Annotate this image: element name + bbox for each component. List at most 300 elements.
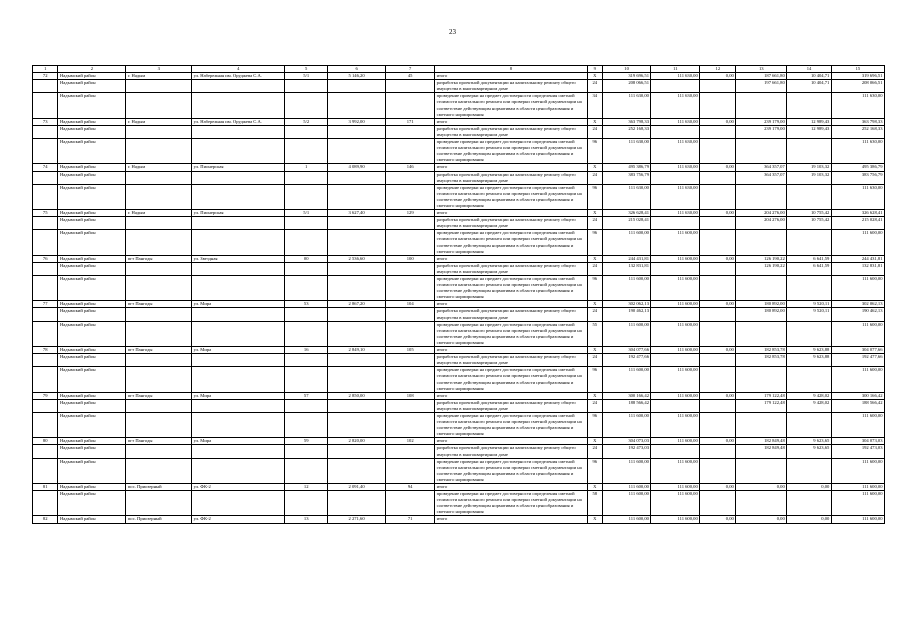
blank-cell bbox=[126, 262, 192, 275]
street-cell: ул. Набережная им. Оруджева С.А. bbox=[192, 73, 285, 80]
blank-cell bbox=[192, 125, 285, 138]
blank-cell bbox=[33, 445, 58, 458]
blank-cell bbox=[327, 321, 385, 346]
blank-cell bbox=[192, 399, 285, 412]
blank-cell bbox=[285, 354, 327, 367]
blank-cell bbox=[386, 321, 435, 346]
value-cell: 302 062,13 bbox=[602, 301, 651, 308]
blank-cell bbox=[33, 399, 58, 412]
value-cell bbox=[700, 458, 736, 483]
table-row bbox=[33, 73, 885, 80]
value-cell: 9 520,11 bbox=[787, 308, 832, 321]
house-cell: 5/1 bbox=[285, 73, 327, 80]
district-cell: Надымский район bbox=[58, 276, 126, 301]
value-cell: 192 473,03 bbox=[831, 445, 884, 458]
district-cell: Надымский район bbox=[58, 347, 126, 354]
value-cell: 111 600,00 bbox=[651, 301, 700, 308]
value-cell: 495 386,79 bbox=[602, 164, 651, 171]
work-description: проведение проверки на предмет достоверности определения сметной стоимости капитального ремонта или проверки сметной документации на соответствие действующим нормативам в области ценообразования и сметного нормирования bbox=[435, 321, 588, 346]
value-cell: 0,00 bbox=[700, 484, 736, 491]
value-cell: 111 630,00 bbox=[651, 184, 700, 209]
value-cell: 208 066,51 bbox=[831, 80, 884, 93]
work-description: проведение проверки на предмет достоверности определения сметной стоимости капитального ремонта или проверки сметной документации на соответствие действующим нормативам в области ценообразования и сметного нормирования bbox=[435, 276, 588, 301]
district-cell: Надымский район bbox=[58, 399, 126, 412]
city-cell: пос. Приозерный bbox=[126, 484, 192, 491]
column-number-cell: 11 bbox=[651, 66, 700, 73]
blank-cell bbox=[327, 491, 385, 516]
row-number: 81 bbox=[33, 484, 58, 491]
table-row bbox=[33, 210, 885, 217]
blank-cell bbox=[285, 321, 327, 346]
value-cell bbox=[700, 445, 736, 458]
area-cell: 2 820,00 bbox=[327, 438, 385, 445]
itogo-label: итого bbox=[435, 73, 588, 80]
value-cell: 304 073,03 bbox=[831, 438, 884, 445]
blank-cell bbox=[386, 139, 435, 164]
city-cell: пгт Пангоды bbox=[126, 438, 192, 445]
table-row bbox=[33, 321, 885, 346]
code-cell: 24 bbox=[587, 217, 602, 230]
value-cell: 215 028,41 bbox=[831, 217, 884, 230]
value-cell bbox=[736, 321, 787, 346]
value-cell: 252 168,33 bbox=[602, 125, 651, 138]
blank-cell bbox=[126, 125, 192, 138]
blank-cell bbox=[386, 93, 435, 118]
value-cell bbox=[700, 354, 736, 367]
value-cell: 10 404,71 bbox=[787, 73, 832, 80]
blank-cell bbox=[126, 491, 192, 516]
district-cell: Надымский район bbox=[58, 445, 126, 458]
blank-cell bbox=[33, 184, 58, 209]
value-cell: 182 853,78 bbox=[736, 347, 787, 354]
value-cell bbox=[651, 80, 700, 93]
street-cell: ул. ФК-2 bbox=[192, 484, 285, 491]
value-cell: 12 989,43 bbox=[787, 118, 832, 125]
value-cell bbox=[700, 171, 736, 184]
column-number-cell: 1 bbox=[33, 66, 58, 73]
house-cell: 5/1 bbox=[285, 210, 327, 217]
value-cell: 111 600,00 bbox=[831, 412, 884, 437]
value-cell: 0,00 bbox=[736, 484, 787, 491]
value-cell: 111 600,00 bbox=[831, 367, 884, 392]
blank-cell bbox=[327, 412, 385, 437]
value-cell: 9 623,88 bbox=[787, 347, 832, 354]
value-cell: 19 103,32 bbox=[787, 164, 832, 171]
itogo-label: итого bbox=[435, 301, 588, 308]
people-cell: 45 bbox=[386, 73, 435, 80]
table-row bbox=[33, 139, 885, 164]
blank-cell bbox=[126, 321, 192, 346]
value-cell: 383 756,79 bbox=[831, 171, 884, 184]
value-cell: 180 892,00 bbox=[736, 301, 787, 308]
work-description: разработка проектной документации на капитальному ремонту общего имущества в многоквартирном доме bbox=[435, 262, 588, 275]
work-description: разработка проектной документации на капитальному ремонту общего имущества в многоквартирном доме bbox=[435, 217, 588, 230]
value-cell: 111 630,00 bbox=[602, 139, 651, 164]
work-description: проведение проверки на предмет достоверности определения сметной стоимости капитального ремонта или проверки сметной документации на соответствие действующим нормативам в области ценообразования и сметного нормирования bbox=[435, 139, 588, 164]
district-cell: Надымский район bbox=[58, 125, 126, 138]
value-cell: 9 623,65 bbox=[787, 438, 832, 445]
value-cell: 182 853,78 bbox=[736, 354, 787, 367]
table-row bbox=[33, 80, 885, 93]
blank-cell bbox=[386, 184, 435, 209]
value-cell: 215 028,41 bbox=[602, 217, 651, 230]
column-number-cell: 4 bbox=[192, 66, 285, 73]
value-cell: 302 062,13 bbox=[831, 301, 884, 308]
value-cell bbox=[651, 125, 700, 138]
district-cell: Надымский район bbox=[58, 367, 126, 392]
area-cell: 2 850,00 bbox=[327, 392, 385, 399]
blank-cell bbox=[386, 367, 435, 392]
value-cell: 111 600,00 bbox=[602, 321, 651, 346]
code-cell: 96 bbox=[587, 276, 602, 301]
value-cell bbox=[700, 184, 736, 209]
district-cell: Надымский район bbox=[58, 255, 126, 262]
street-cell: ул. Мира bbox=[192, 301, 285, 308]
district-cell: Надымский район bbox=[58, 458, 126, 483]
value-cell bbox=[736, 93, 787, 118]
value-cell: 111 600,00 bbox=[602, 458, 651, 483]
value-cell: 111 600,00 bbox=[831, 458, 884, 483]
blank-cell bbox=[285, 308, 327, 321]
code-cell: 24 bbox=[587, 80, 602, 93]
blank-cell bbox=[386, 445, 435, 458]
area-cell: 3 992,00 bbox=[327, 118, 385, 125]
table-row bbox=[33, 262, 885, 275]
work-description: разработка проектной документации на капитальному ремонту общего имущества в многоквартирном доме bbox=[435, 399, 588, 412]
value-cell: 239 179,00 bbox=[736, 118, 787, 125]
value-cell bbox=[651, 171, 700, 184]
table-row bbox=[33, 184, 885, 209]
value-cell: 326 628,41 bbox=[831, 210, 884, 217]
table-row bbox=[33, 276, 885, 301]
blank-cell bbox=[192, 93, 285, 118]
table-row bbox=[33, 255, 885, 262]
blank-cell bbox=[285, 445, 327, 458]
table-row bbox=[33, 118, 885, 125]
work-description: проведение проверки на предмет достоверности определения сметной стоимости капитального ремонта или проверки сметной документации на соответствие действующим нормативам в области ценообразования и сметного нормирования bbox=[435, 367, 588, 392]
value-cell bbox=[651, 399, 700, 412]
value-cell: 6 641,59 bbox=[787, 262, 832, 275]
blank-cell bbox=[285, 262, 327, 275]
code-cell: 96 bbox=[587, 412, 602, 437]
area-cell: 2 849,10 bbox=[327, 347, 385, 354]
blank-cell bbox=[285, 276, 327, 301]
value-cell bbox=[651, 262, 700, 275]
table-row bbox=[33, 516, 885, 523]
street-cell: ул. Пионерская bbox=[192, 210, 285, 217]
value-cell: 19 103,32 bbox=[787, 171, 832, 184]
column-number-cell: 2 bbox=[58, 66, 126, 73]
blank-cell bbox=[33, 217, 58, 230]
column-number-cell: 5 bbox=[285, 66, 327, 73]
column-number-cell: 9 bbox=[587, 66, 602, 73]
value-cell bbox=[787, 491, 832, 516]
district-cell: Надымский район bbox=[58, 308, 126, 321]
value-cell: 304 077,66 bbox=[602, 347, 651, 354]
value-cell bbox=[700, 276, 736, 301]
district-cell: Надымский район bbox=[58, 438, 126, 445]
column-number-cell: 12 bbox=[700, 66, 736, 73]
value-cell: 0,00 bbox=[700, 164, 736, 171]
value-cell: Х bbox=[587, 484, 602, 491]
value-cell: 111 630,00 bbox=[602, 93, 651, 118]
blank-cell bbox=[386, 217, 435, 230]
row-number: 74 bbox=[33, 164, 58, 171]
value-cell: 0,00 bbox=[700, 73, 736, 80]
work-description: разработка проектной документации на капитальному ремонту общего имущества в многоквартирном доме bbox=[435, 171, 588, 184]
value-cell: 132 831,81 bbox=[831, 262, 884, 275]
value-cell: 111 600,00 bbox=[651, 321, 700, 346]
blank-cell bbox=[386, 276, 435, 301]
table-row bbox=[33, 438, 885, 445]
value-cell: 495 386,79 bbox=[831, 164, 884, 171]
house-cell: 00 bbox=[285, 255, 327, 262]
blank-cell bbox=[33, 276, 58, 301]
value-cell: 111 630,00 bbox=[831, 93, 884, 118]
blank-cell bbox=[192, 184, 285, 209]
value-cell: 182 849,48 bbox=[736, 445, 787, 458]
blank-cell bbox=[327, 445, 385, 458]
value-cell: Х bbox=[587, 164, 602, 171]
blank-cell bbox=[285, 458, 327, 483]
city-cell: пгт Пангоды bbox=[126, 255, 192, 262]
value-cell bbox=[700, 217, 736, 230]
blank-cell bbox=[33, 308, 58, 321]
area-cell: 4 089,90 bbox=[327, 164, 385, 171]
blank-cell bbox=[192, 445, 285, 458]
blank-cell bbox=[327, 125, 385, 138]
value-cell bbox=[651, 308, 700, 321]
work-description: проведение проверки на предмет достоверности определения сметной стоимости капитального ремонта или проверки сметной документации на соответствие действующим нормативам в области ценообразования и сметного нормирования bbox=[435, 491, 588, 516]
blank-cell bbox=[33, 125, 58, 138]
value-cell bbox=[700, 125, 736, 138]
code-cell: 55 bbox=[587, 321, 602, 346]
value-cell: 9 520,11 bbox=[787, 301, 832, 308]
column-number-cell: 8 bbox=[435, 66, 588, 73]
blank-cell bbox=[192, 491, 285, 516]
blank-cell bbox=[327, 139, 385, 164]
value-cell: 383 756,79 bbox=[602, 171, 651, 184]
blank-cell bbox=[327, 399, 385, 412]
value-cell: 0,00 bbox=[700, 301, 736, 308]
value-cell: Х bbox=[587, 118, 602, 125]
value-cell: 204 276,00 bbox=[736, 217, 787, 230]
value-cell bbox=[651, 354, 700, 367]
value-cell bbox=[700, 139, 736, 164]
district-cell: Надымский район bbox=[58, 80, 126, 93]
value-cell: 111 630,00 bbox=[651, 73, 700, 80]
value-cell: Х bbox=[587, 392, 602, 399]
area-cell: 5 146,20 bbox=[327, 73, 385, 80]
row-number: 75 bbox=[33, 210, 58, 217]
value-cell: 188 566,42 bbox=[831, 399, 884, 412]
value-cell: 111 600,00 bbox=[651, 484, 700, 491]
blank-cell bbox=[126, 354, 192, 367]
value-cell: 363 798,33 bbox=[831, 118, 884, 125]
blank-cell bbox=[192, 354, 285, 367]
blank-cell bbox=[285, 139, 327, 164]
city-cell: г. Надым bbox=[126, 210, 192, 217]
table-row bbox=[33, 491, 885, 516]
blank-cell bbox=[386, 399, 435, 412]
value-cell: 111 630,00 bbox=[651, 210, 700, 217]
value-cell bbox=[700, 230, 736, 255]
value-cell: 304 073,03 bbox=[602, 438, 651, 445]
work-description: проведение проверки на предмет достоверности определения сметной стоимости капитального ремонта или проверки сметной документации на соответствие действующим нормативам в области ценообразования и сметного нормирования bbox=[435, 93, 588, 118]
value-cell: 10 404,71 bbox=[787, 80, 832, 93]
value-cell bbox=[700, 399, 736, 412]
value-cell: 244 431,81 bbox=[831, 255, 884, 262]
value-cell: Х bbox=[587, 438, 602, 445]
value-cell: 0,00 bbox=[700, 347, 736, 354]
value-cell: 111 600,00 bbox=[651, 438, 700, 445]
district-cell: Надымский район bbox=[58, 262, 126, 275]
value-cell: 300 166,42 bbox=[831, 392, 884, 399]
value-cell bbox=[736, 184, 787, 209]
people-cell: 94 bbox=[386, 484, 435, 491]
value-cell: 0,00 bbox=[787, 516, 832, 523]
blank-cell bbox=[33, 80, 58, 93]
column-number-cell: 7 bbox=[386, 66, 435, 73]
blank-cell bbox=[33, 354, 58, 367]
blank-cell bbox=[327, 308, 385, 321]
value-cell bbox=[787, 367, 832, 392]
value-cell: 180 892,00 bbox=[736, 308, 787, 321]
value-cell: 12 989,43 bbox=[787, 125, 832, 138]
row-number: 77 bbox=[33, 301, 58, 308]
value-cell: 9 428,02 bbox=[787, 399, 832, 412]
column-number-cell: 15 bbox=[831, 66, 884, 73]
blank-cell bbox=[126, 184, 192, 209]
value-cell: 9 428,02 bbox=[787, 392, 832, 399]
value-cell: 111 630,00 bbox=[651, 93, 700, 118]
value-cell bbox=[736, 491, 787, 516]
value-cell bbox=[787, 276, 832, 301]
value-cell: 326 628,41 bbox=[602, 210, 651, 217]
value-cell bbox=[787, 321, 832, 346]
itogo-label: итого bbox=[435, 438, 588, 445]
people-cell: 105 bbox=[386, 347, 435, 354]
house-cell: 16 bbox=[285, 347, 327, 354]
value-cell: 0,00 bbox=[700, 438, 736, 445]
blank-cell bbox=[386, 171, 435, 184]
value-cell: 111 630,00 bbox=[651, 139, 700, 164]
code-cell: 96 bbox=[587, 184, 602, 209]
value-cell bbox=[787, 93, 832, 118]
row-number: 72 bbox=[33, 73, 58, 80]
area-cell: 2 867,20 bbox=[327, 301, 385, 308]
house-cell: 13 bbox=[285, 516, 327, 523]
value-cell bbox=[700, 321, 736, 346]
value-cell: 187 661,80 bbox=[736, 73, 787, 80]
value-cell bbox=[736, 139, 787, 164]
work-description: разработка проектной документации на капитальному ремонту общего имущества в многоквартирном доме bbox=[435, 354, 588, 367]
blank-cell bbox=[327, 276, 385, 301]
blank-cell bbox=[386, 354, 435, 367]
value-cell: 188 566,42 bbox=[602, 399, 651, 412]
value-cell: 192 477,66 bbox=[831, 354, 884, 367]
district-cell: Надымский район bbox=[58, 93, 126, 118]
value-cell: 363 798,33 bbox=[602, 118, 651, 125]
value-cell: 132 831,81 bbox=[602, 262, 651, 275]
table-row bbox=[33, 347, 885, 354]
table-row bbox=[33, 367, 885, 392]
table-row bbox=[33, 445, 885, 458]
blank-cell bbox=[126, 139, 192, 164]
column-number-cell: 3 bbox=[126, 66, 192, 73]
house-cell: 1 bbox=[285, 164, 327, 171]
page-number: 23 bbox=[449, 28, 456, 36]
value-cell: 179 122,48 bbox=[736, 392, 787, 399]
code-cell: 96 bbox=[587, 230, 602, 255]
value-cell: 111 600,00 bbox=[602, 230, 651, 255]
blank-cell bbox=[126, 367, 192, 392]
district-cell: Надымский район bbox=[58, 412, 126, 437]
work-description: проведение проверки на предмет достоверности определения сметной стоимости капитального ремонта или проверки сметной документации на соответствие действующим нормативам в области ценообразования и сметного нормирования bbox=[435, 184, 588, 209]
blank-cell bbox=[285, 125, 327, 138]
house-cell: 59 bbox=[285, 438, 327, 445]
itogo-label: итого bbox=[435, 118, 588, 125]
value-cell: 111 630,00 bbox=[651, 164, 700, 171]
blank-cell bbox=[386, 458, 435, 483]
blank-cell bbox=[285, 412, 327, 437]
street-cell: ул. Мира bbox=[192, 347, 285, 354]
value-cell: 111 600,00 bbox=[602, 491, 651, 516]
blank-cell bbox=[192, 230, 285, 255]
blank-cell bbox=[126, 93, 192, 118]
code-cell: 24 bbox=[587, 125, 602, 138]
value-cell bbox=[787, 230, 832, 255]
blank-cell bbox=[192, 308, 285, 321]
row-number: 73 bbox=[33, 118, 58, 125]
table-row bbox=[33, 171, 885, 184]
district-cell: Надымский район bbox=[58, 491, 126, 516]
itogo-label: итого bbox=[435, 484, 588, 491]
district-cell: Надымский район bbox=[58, 516, 126, 523]
code-cell: 96 bbox=[587, 367, 602, 392]
code-cell: 24 bbox=[587, 262, 602, 275]
blank-cell bbox=[327, 230, 385, 255]
value-cell: 111 600,00 bbox=[651, 491, 700, 516]
blank-cell bbox=[192, 262, 285, 275]
blank-cell bbox=[192, 171, 285, 184]
column-number-cell: 6 bbox=[327, 66, 385, 73]
value-cell: 0,00 bbox=[787, 484, 832, 491]
blank-cell bbox=[126, 445, 192, 458]
blank-cell bbox=[327, 80, 385, 93]
blank-cell bbox=[327, 93, 385, 118]
value-cell: 0,00 bbox=[700, 392, 736, 399]
city-cell: г. Надым bbox=[126, 164, 192, 171]
value-cell: 111 600,00 bbox=[651, 230, 700, 255]
blank-cell bbox=[327, 354, 385, 367]
people-cell: 71 bbox=[386, 516, 435, 523]
blank-cell bbox=[33, 171, 58, 184]
blank-cell bbox=[33, 93, 58, 118]
value-cell: 0,00 bbox=[700, 516, 736, 523]
value-cell: 111 630,00 bbox=[651, 118, 700, 125]
value-cell bbox=[651, 445, 700, 458]
people-cell: 102 bbox=[386, 438, 435, 445]
register-table bbox=[32, 65, 885, 524]
blank-cell bbox=[126, 171, 192, 184]
value-cell: 111 600,00 bbox=[651, 347, 700, 354]
value-cell bbox=[700, 412, 736, 437]
district-cell: Надымский район bbox=[58, 139, 126, 164]
table-row bbox=[33, 164, 885, 171]
blank-cell bbox=[285, 491, 327, 516]
value-cell: 364 357,07 bbox=[736, 164, 787, 171]
